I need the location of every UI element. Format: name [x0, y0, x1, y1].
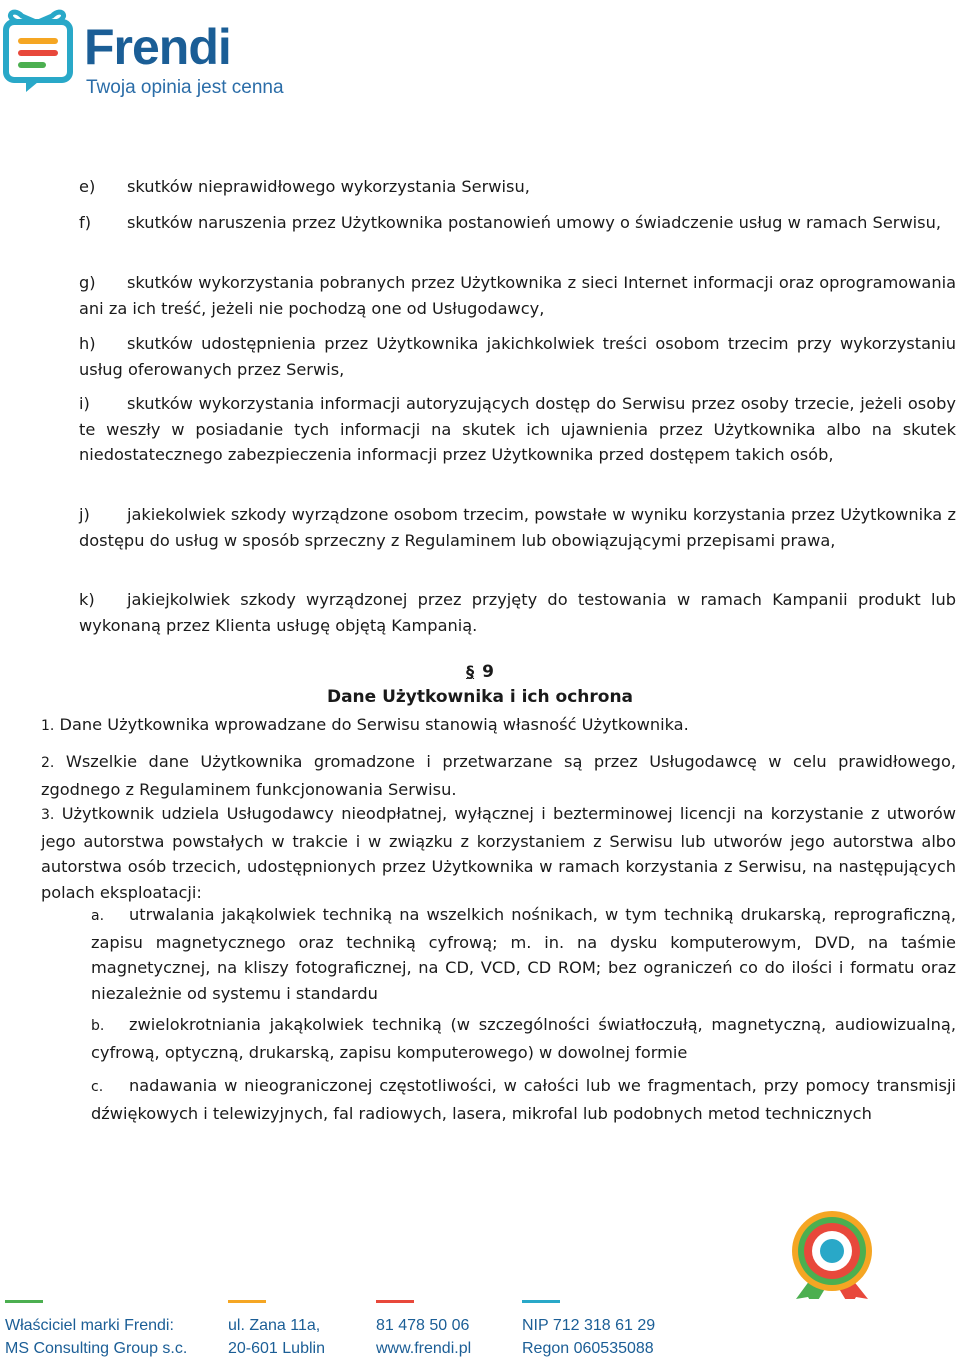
footer-website-link[interactable]: www.frendi.pl — [376, 1340, 472, 1357]
list-text: skutków wykorzystania pobranych przez Użytkownika z sieci Internet informacji oraz oprogramowania ani za ich treść, jeżeli nie pochodzą one od Usługodawcy, — [79, 273, 956, 318]
brand-name: Frendi — [84, 19, 231, 75]
list-text: skutków nieprawidłowego wykorzystania Serwisu, — [127, 177, 530, 196]
footer-registry — [522, 1314, 655, 1360]
list-marker: e) — [79, 177, 96, 196]
list-text: jakiejkolwiek szkody wyrządzonej przez przyjęty do testowania w ramach Kampanii produkt lub wykonaną przez Klienta usługę objętą Kampanią. — [79, 590, 956, 635]
paragraph-number: 3. — [41, 807, 55, 823]
page-footer — [0, 1300, 960, 1368]
paragraph-number: 1. — [41, 718, 55, 734]
list-item — [79, 391, 956, 468]
list-item — [79, 502, 956, 553]
footer-owner-line2: MS Consulting Group s.c. — [5, 1340, 188, 1357]
footer-accent-bar — [376, 1300, 414, 1303]
list-marker: i) — [79, 394, 90, 413]
frendi-logo — [2, 2, 302, 102]
list-text: skutków wykorzystania informacji autoryzujących dostęp do Serwisu przez osoby trzecie, jeżeli osoby te weszły w posiadanie tych informacji na skutek ich ujawnienia przez Użytkownika albo na skutek niedostatecznego zabezpieczenia informacji przez Użytkownika przed dostępem takich osób, — [79, 394, 956, 464]
list-marker: f) — [79, 213, 92, 232]
sub-item — [91, 1012, 956, 1065]
section-number — [0, 662, 960, 682]
footer-accent-bar — [522, 1300, 560, 1303]
footer-accent-bar — [228, 1300, 266, 1303]
paragraph-text: Dane Użytkownika wprowadzane do Serwisu stanowią własność Użytkownika. — [59, 715, 689, 734]
list-text: jakiekolwiek szkody wyrządzone osobom trzecim, powstałe w wyniku korzystania przez Użytkownika z dostępu do usług w sposób sprzeczny z Regulaminem lub obowiązującymi przepisami prawa, — [79, 505, 956, 550]
list-item — [79, 210, 956, 236]
footer-owner-line1: Właściciel marki Frendi: — [5, 1317, 174, 1334]
list-marker: g) — [79, 273, 96, 292]
footer-regon: Regon 060535088 — [522, 1340, 654, 1357]
rosette-badge-icon — [778, 1207, 888, 1299]
paragraph — [41, 801, 956, 905]
sub-item — [91, 902, 956, 1006]
list-text: skutków naruszenia przez Użytkownika postanowień umowy o świadczenie usług w ramach Serwisu, — [127, 213, 942, 232]
sub-text: utrwalania jakąkolwiek techniką na wszelkich nośnikach, w tym techniką drukarską, reprograficzną, zapisu magnetycznego oraz techniką cyfrową; m. in. na dysku komputerowym, DVD, na taśmie magnetycznej, na kliszy fotograficznej, na CD, VCD, CD ROM; bez ograniczeń co do ilości i formatu oraz niezależnie od systemu i standardu — [91, 905, 956, 1003]
list-item — [79, 331, 956, 382]
list-item — [79, 174, 956, 200]
brand-tagline: Twoja opinia jest cenna — [86, 77, 284, 98]
list-item — [79, 587, 956, 638]
footer-address — [228, 1314, 325, 1360]
paragraph-text: Użytkownik udziela Usługodawcy nieodpłatnej, wyłącznej i bezterminowej licencji na korzystanie z utworów jego autorstwa powstałych w trakcie i w związku z korzystaniem z Serwisu lub utworów jego autorstwa albo autorstwa osób trzecich, udostępnionych przez Użytkownika w ramach korzystania z Serwisu, na następujących polach eksploatacji: — [41, 804, 956, 902]
footer-nip: NIP 712 318 61 29 — [522, 1317, 656, 1334]
sub-text: nadawania w nieograniczonej częstotliwości, w całości lub we fragmentach, przy pomocy transmisji dźwiękowych i telewizyjnych, fal radiowych, lasera, mikrofal lub podobnych metod technicznych — [91, 1076, 956, 1123]
paragraph — [41, 749, 956, 802]
list-marker: j) — [79, 505, 90, 524]
footer-address-line2: 20-601 Lublin — [228, 1340, 325, 1357]
section-number-text: 9 — [482, 662, 494, 682]
footer-owner — [5, 1314, 187, 1360]
footer-contact — [376, 1314, 471, 1360]
sub-marker: a. — [91, 908, 105, 924]
list-item — [79, 270, 956, 321]
section-title: Dane Użytkownika i ich ochrona — [326, 687, 634, 707]
list-marker: h) — [79, 334, 96, 353]
list-text: skutków udostępnienia przez Użytkownika jakichkolwiek treści osobom trzecim przy wykorzystaniu usług oferowanych przez Serwis, — [79, 334, 956, 379]
paragraph — [41, 712, 956, 740]
section-symbol: § — [466, 662, 475, 681]
paragraph-text: Wszelkie dane Użytkownika gromadzone i przetwarzane są przez Usługodawcę w celu prawidłowego, zgodnego z Regulaminem funkcjonowania Serwisu. — [41, 752, 956, 799]
footer-phone: 81 478 50 06 — [376, 1317, 470, 1334]
footer-accent-bar — [5, 1300, 43, 1303]
list-marker: k) — [79, 590, 95, 609]
gift-box-icon — [2, 2, 80, 94]
sub-marker: c. — [91, 1079, 104, 1095]
sub-item — [91, 1073, 956, 1126]
sub-marker: b. — [91, 1018, 105, 1034]
sub-text: zwielokrotniania jakąkolwiek techniką (w szczególności światłoczułą, magnetyczną, audiowizualną, cyfrową, optyczną, drukarską, zapisu komputerowego) w dowolnej formie — [91, 1015, 956, 1062]
paragraph-number: 2. — [41, 755, 55, 771]
footer-address-line1: ul. Zana 11a, — [228, 1317, 321, 1334]
